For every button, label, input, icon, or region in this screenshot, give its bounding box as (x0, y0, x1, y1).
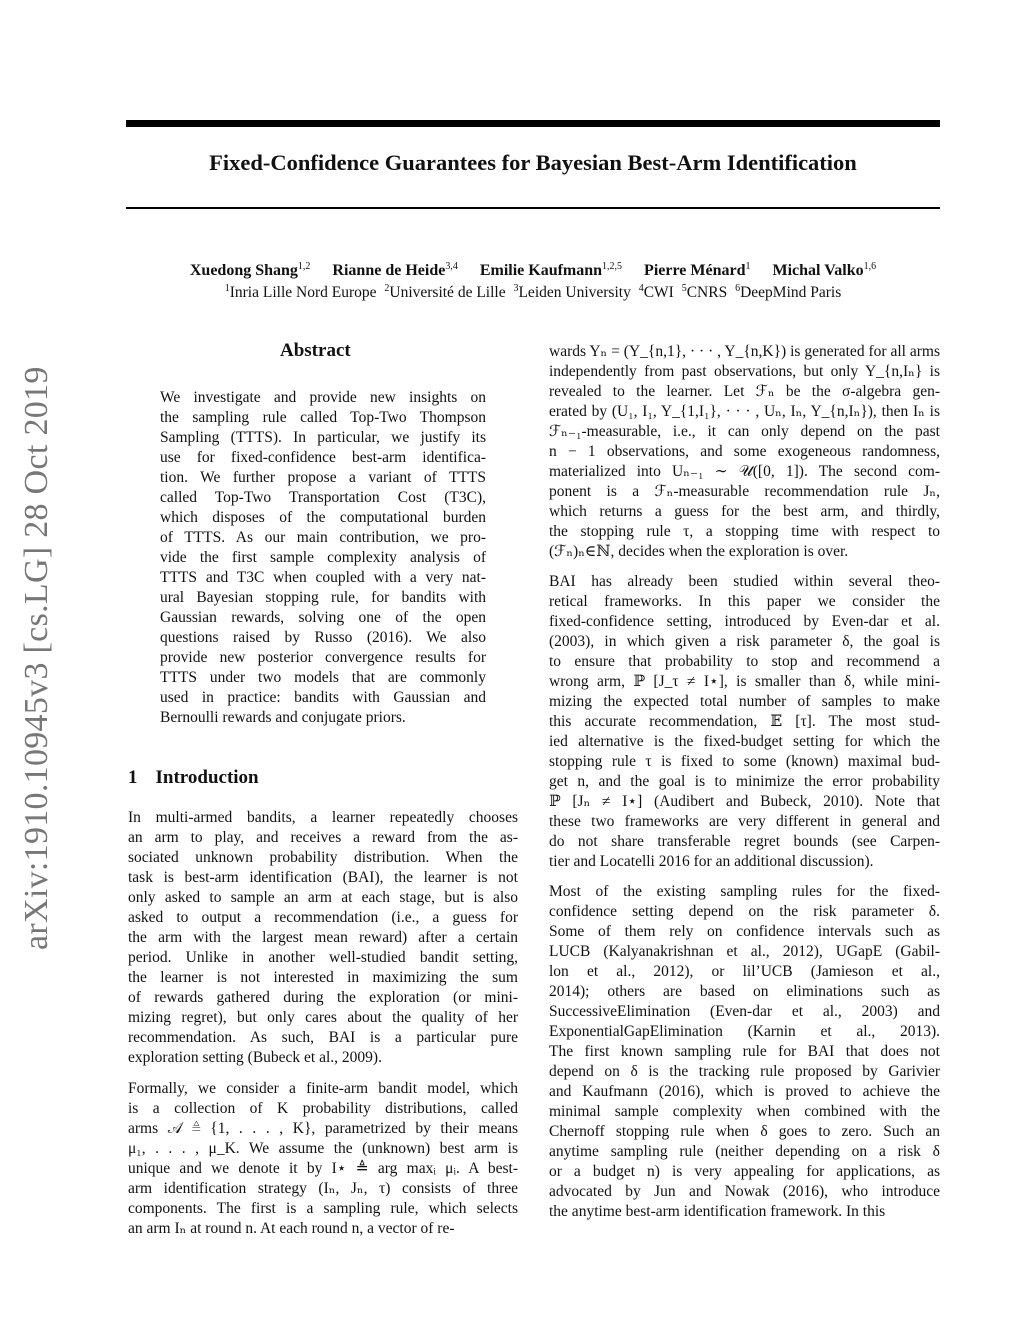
affiliation-list (100, 284, 966, 302)
text-line: Some of them rely on confidence intervals such as (549, 923, 940, 940)
affiliation: $^1$Inria Lille Nord Europe (224, 283, 377, 301)
text-line: the anytime best-arm identification framework. In this (549, 1203, 886, 1220)
text-line: stopping rule τ is fixed to some (known) maximal bud- (549, 753, 940, 770)
affiliation: $^6$DeepMind Paris (735, 283, 842, 301)
text-line: period. Unlike in another well-studied bandit setting, (128, 949, 518, 966)
text-line: exploration setting (Bubeck et al., 2009). (128, 1049, 382, 1066)
title-rule-top (126, 120, 940, 127)
text-line: ural Bayesian stopping rule, for bandits with (160, 589, 486, 606)
title-rule-bottom (126, 207, 940, 209)
abstract-text (160, 388, 486, 728)
introduction-heading (128, 767, 259, 789)
text-line: ponent is a ℱₙ-measurable recommendation rule Jₙ, (549, 483, 940, 500)
text-line: the arm with the largest mean reward) after a certain (128, 929, 518, 946)
author-list (100, 262, 966, 280)
text-line: Bernoulli rewards and conjugate priors. (160, 709, 406, 726)
right-paragraph-2 (549, 572, 940, 872)
text-line: mizing the expected total number of samples to make (549, 693, 940, 710)
text-line: wrong arm, ℙ [J_τ ≠ I⋆], is smaller than δ, while mini- (549, 673, 940, 690)
text-line: provide new posterior convergence results for (160, 649, 486, 666)
text-line: ied alternative is the fixed-budget setting for which the (549, 733, 940, 750)
text-line: only asked to sample an arm at each stage, but is also (128, 889, 518, 906)
text-line: confidence setting depend on the risk parameter δ. (549, 903, 940, 920)
text-line: arms 𝒜 ≜ {1, . . . , K}, parametrized by their means (128, 1120, 518, 1137)
text-line: Gaussian rewards, solving one of the open (160, 609, 486, 626)
text-line: n − 1 observations, and some exogeneous randomness, (549, 443, 940, 460)
author: Rianne de Heide$^{3,4}$ (332, 261, 458, 279)
text-line: which disposes of the computational burden (160, 509, 486, 526)
text-line: Chernoff stopping rule when δ goes to zero. Such an (549, 1123, 940, 1140)
text-line: (2003), in which given a risk parameter δ, the goal is (549, 633, 940, 650)
text-line: tier and Locatelli 2016 for an additional discussion). (549, 853, 874, 870)
text-line: retical frameworks. In this paper we consider the (549, 593, 940, 610)
affiliation: $^3$Leiden University (513, 283, 631, 301)
author: Emilie Kaufmann$^{1,2,5}$ (479, 261, 623, 279)
text-line: advocated by Jun and Nowak (2016), who introduce (549, 1183, 940, 1200)
intro-paragraph-1 (128, 808, 518, 1068)
text-line: Sampling (TTTS). In particular, we justify its (160, 429, 486, 446)
affiliation: $^4$CWI (638, 283, 674, 301)
paper-title: Fixed-Confidence Guarantees for Bayesian Best-Arm Identification (209, 150, 857, 175)
affiliation: $^5$CNRS (681, 283, 728, 301)
text-line: recommendation. As such, BAI is a particular pure (128, 1029, 518, 1046)
text-line: ℱₙ₋₁-measurable, i.e., it can only depend on the past (549, 423, 940, 440)
text-line: get n, and the goal is to minimize the error probability (549, 773, 940, 790)
text-line: to ensure that probability to stop and recommend a (549, 653, 940, 670)
text-line: lon et al., 2012), or lil’UCB (Jamieson et al., (549, 963, 940, 980)
text-line: Formally, we consider a finite-arm bandit model, which (128, 1080, 518, 1097)
text-line: fixed-confidence setting, introduced by Even-dar et al. (549, 613, 940, 630)
text-line: vide the first sample complexity analysis of (160, 549, 486, 566)
section-number: 1 (128, 767, 138, 788)
text-line: an arm Iₙ at round n. At each round n, a vector of re- (128, 1220, 455, 1237)
text-line: unique and we denote it by I⋆ ≜ arg maxᵢ μᵢ. A best- (128, 1160, 518, 1177)
text-line: independently from past observations, but only Y_{n,Iₙ} is (549, 363, 940, 380)
text-line: this accurate recommendation, 𝔼 [τ]. The most stud- (549, 713, 940, 730)
text-line: is a collection of K probability distributions, called (128, 1100, 518, 1117)
text-line: LUCB (Kalyanakrishnan et al., 2012), UGapE (Gabil- (549, 943, 940, 960)
text-line: BAI has already been studied within several theo- (549, 573, 940, 590)
abstract-heading: Abstract (280, 340, 351, 361)
text-line: tion. We further propose a variant of TTTS (160, 469, 486, 486)
text-line: of TTTS. As our main contribution, we pro- (160, 529, 486, 546)
text-line: ℙ [Jₙ ≠ I⋆] (Audibert and Bubeck, 2010). Note that (549, 793, 940, 810)
text-line: questions raised by Russo (2016). We also (160, 629, 486, 646)
text-line: and Kaufmann (2016), which is proved to achieve the (549, 1083, 940, 1100)
text-line: components. The first is a sampling rule, which selects (128, 1200, 518, 1217)
text-line: erated by (U₁, I₁, Y_{1,I₁}, · · · , Uₙ, Iₙ, Y_{n,Iₙ}), then Iₙ is (549, 403, 940, 420)
text-line: 2014); others are based on eliminations such as (549, 983, 940, 1000)
text-line: wards Yₙ = (Y_{n,1}, · · · , Y_{n,K}) is generated for all arms (549, 343, 940, 360)
text-line: the sampling rule called Top-Two Thompson (160, 409, 486, 426)
section-title: Introduction (155, 767, 259, 788)
text-line: ExponentialGapElimination (Karnin et al., 2013). (549, 1023, 940, 1040)
text-line: called Top-Two Transportation Cost (T3C), (160, 489, 486, 506)
text-line: TTTS under two models that are commonly (160, 669, 486, 686)
text-line: depend on δ is the tracking rule proposed by Garivier (549, 1063, 940, 1080)
text-line: mizing regret), but only cares about the quality of her (128, 1009, 518, 1026)
text-line: task is best-arm identification (BAI), the learner is not (128, 869, 518, 886)
affiliation: $^2$Université de Lille (384, 283, 506, 301)
author: Michal Valko$^{1,6}$ (772, 261, 877, 279)
author: Pierre Ménard$^1$ (644, 261, 751, 279)
text-line: (ℱₙ)ₙ∈ℕ, decides when the exploration is over. (549, 543, 849, 560)
text-line: the stopping rule τ, a stopping time with respect to (549, 523, 940, 540)
right-paragraph-1 (549, 342, 940, 562)
author: Xuedong Shang$^{1,2}$ (189, 261, 311, 279)
text-line: materialized into Uₙ₋₁ ∼ 𝒰([0, 1]). The second com- (549, 463, 940, 480)
text-line: use for fixed-confidence best-arm identifica- (160, 449, 486, 466)
text-line: arm identification strategy (Iₙ, Jₙ, τ) consists of three (128, 1180, 518, 1197)
text-line: asked to output a recommendation (i.e., a guess for (128, 909, 518, 926)
text-line: The first known sampling rule for BAI that does not (549, 1043, 940, 1060)
text-line: anytime sampling rule (neither depending on a risk δ (549, 1143, 940, 1160)
text-line: used in practice: bandits with Gaussian and (160, 689, 486, 706)
text-line: minimal sample complexity when combined with the (549, 1103, 940, 1120)
text-line: these two frameworks are very different in general and (549, 813, 940, 830)
text-line: do not share transferable regret bounds (see Carpen- (549, 833, 940, 850)
text-line: an arm to play, and receives a reward from the as- (128, 829, 518, 846)
text-line: revealed to the learner. Let ℱₙ be the σ-algebra gen- (549, 383, 940, 400)
arxiv-identifier-stamp: arXiv:1910.10945v3 [cs.LG] 28 Oct 2019 (18, 366, 55, 950)
text-line: SuccessiveElimination (Even-dar et al., 2003) and (549, 1003, 940, 1020)
text-line: of rewards gathered during the exploration (or mini- (128, 989, 518, 1006)
text-line: Most of the existing sampling rules for the fixed- (549, 883, 940, 900)
text-line: In multi-armed bandits, a learner repeatedly chooses (128, 809, 518, 826)
intro-paragraph-2 (128, 1079, 518, 1239)
text-line: sociated unknown probability distribution. When the (128, 849, 518, 866)
text-line: which returns a guess for the best arm, and thirdly, (549, 503, 940, 520)
text-line: μ₁, . . . , μ_K. We assume the (unknown) best arm is (128, 1140, 518, 1157)
text-line: the learner is not interested in maximizing the sum (128, 969, 518, 986)
right-paragraph-3 (549, 882, 940, 1222)
text-line: or a budget n) is very appealing for applications, as (549, 1163, 940, 1180)
text-line: TTTS and T3C when coupled with a very nat- (160, 569, 486, 586)
text-line: We investigate and provide new insights on (160, 389, 486, 406)
